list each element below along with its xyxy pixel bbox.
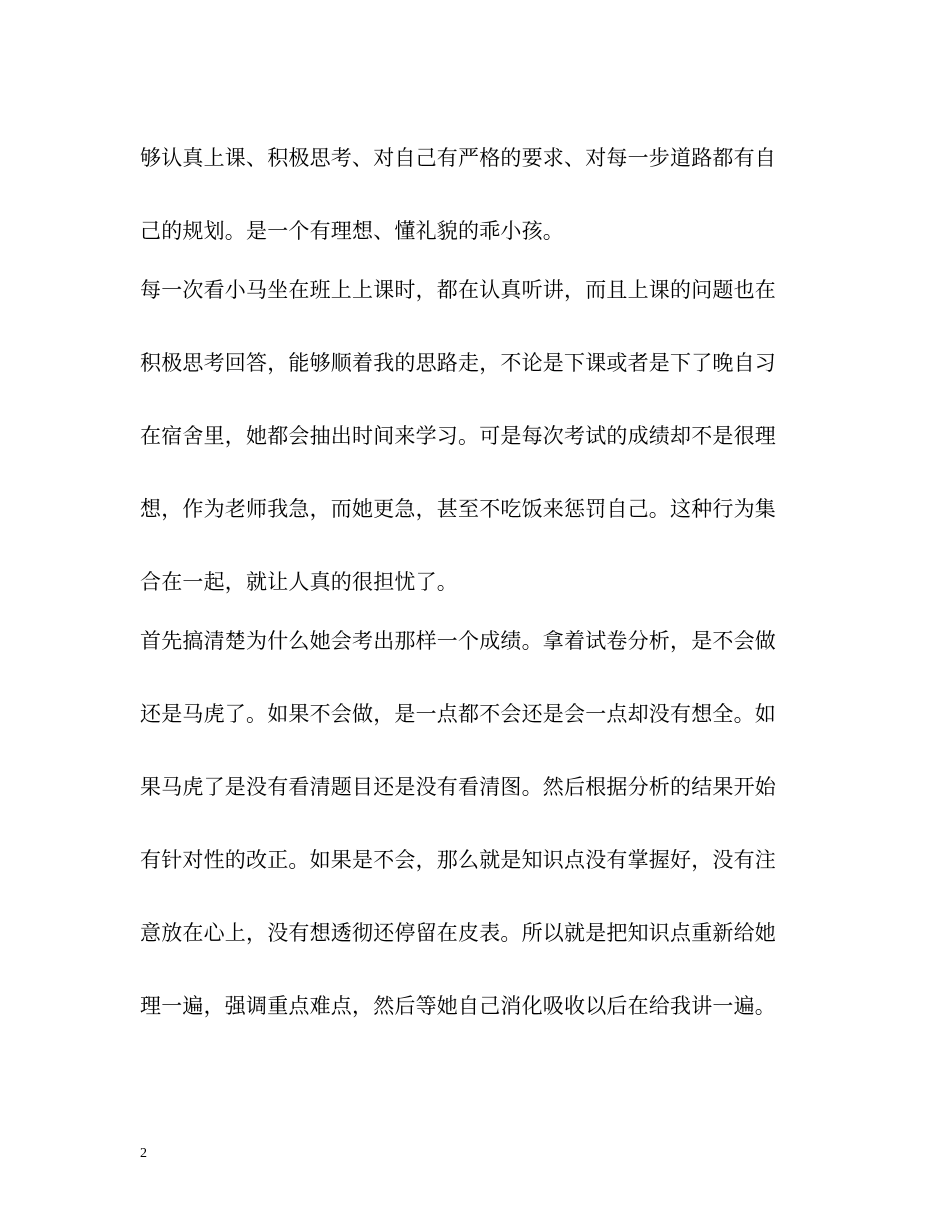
text-line: 够认真上课、积极思考、对自己有严格的要求、对每一步道路都有自	[140, 146, 776, 170]
text-line: 合在一起，就让人真的很担忧了。	[140, 570, 458, 594]
text-line: 首先搞清楚为什么她会考出那样一个成绩。拿着试卷分析，是不会做	[140, 629, 776, 653]
text-line: 己的规划。是一个有理想、懂礼貌的乖小孩。	[140, 219, 564, 243]
text-line: 每一次看小马坐在班上上课时，都在认真听讲，而且上课的问题也在	[140, 278, 776, 302]
text-line: 在宿舍里，她都会抽出时间来学习。可是每次考试的成绩却不是很理	[140, 424, 776, 448]
text-line: 果马虎了是没有看清题目还是没有看清图。然后根据分析的结果开始	[140, 775, 776, 799]
text-line: 想，作为老师我急，而她更急，甚至不吃饭来惩罚自己。这种行为集	[140, 497, 776, 521]
text-line: 理一遍，强调重点难点，然后等她自己消化吸收以后在给我讲一遍。	[140, 994, 776, 1018]
text-line: 还是马虎了。如果不会做，是一点都不会还是会一点却没有想全。如	[140, 702, 776, 726]
text-line: 积极思考回答，能够顺着我的思路走，不论是下课或者是下了晚自习	[140, 351, 776, 375]
text-line: 意放在心上，没有想透彻还停留在皮表。所以就是把知识点重新给她	[140, 921, 776, 945]
page-number: 2	[140, 1146, 147, 1161]
text-line: 有针对性的改正。如果是不会，那么就是知识点没有掌握好，没有注	[140, 848, 776, 872]
